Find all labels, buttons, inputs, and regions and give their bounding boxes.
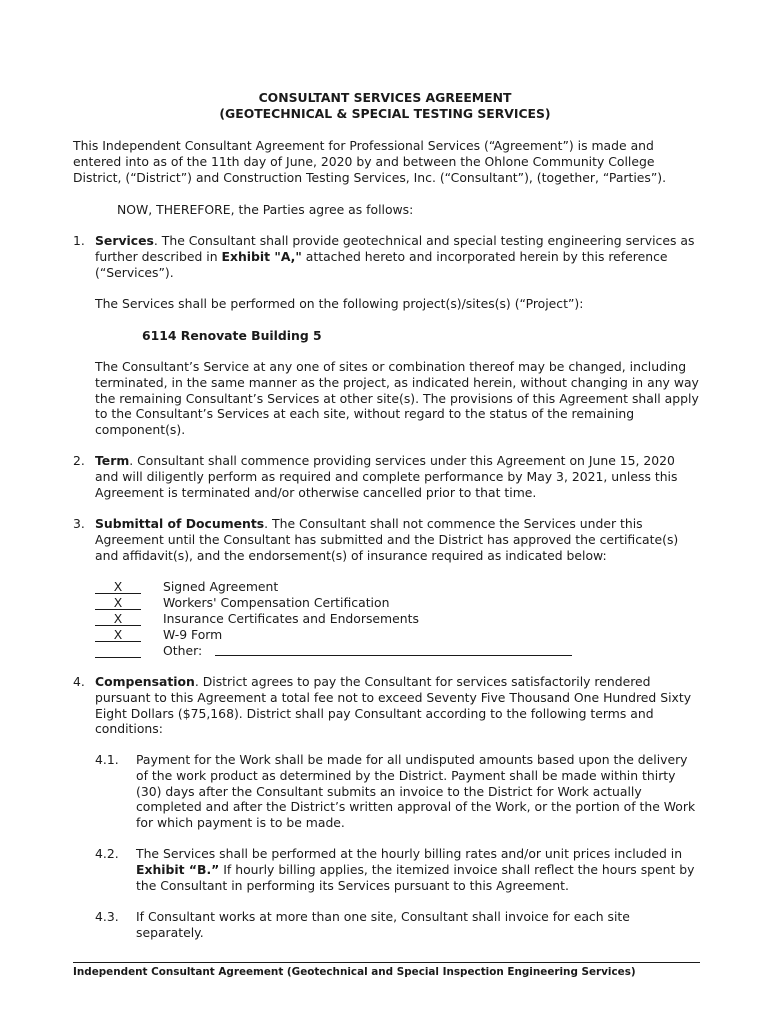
subsection-4-2-paragraph: [136, 846, 696, 893]
checklist-label: Workers' Compensation Certification: [163, 595, 390, 610]
subsection-4-2-number: 4.2.: [95, 846, 119, 861]
page-footer: Independent Consultant Agreement (Geotechnical and Special Inspection Engineering Services): [73, 966, 636, 978]
intro-paragraph: This Independent Consultant Agreement for Professional Services (“Agreement”) is made and entered into as of the 11th day of June, 2020 by and between the Ohlone Community College District, (“District”) and Construction Testing Services, Inc. (“Consultant”), (together, “Parties”).: [73, 138, 667, 185]
now-therefore-line: NOW, THEREFORE, the Parties agree as follows:: [117, 202, 414, 217]
section-1-number: 1.: [73, 233, 85, 248]
project-name: [142, 328, 322, 344]
project-intro: The Services shall be performed on the following project(s)/sites(s) (“Project”):: [95, 296, 584, 311]
section-2-text: . Consultant shall commence providing services under this Agreement on June 15, 2020 and will diligently perform as required and complete performance by May 3, 2021, unless this Agreement is terminated and/or otherwise cancelled prior to that time.: [95, 453, 678, 500]
section-3-heading: Submittal of Documents: [95, 516, 265, 531]
section-3-number: 3.: [73, 516, 85, 531]
section-4-heading: Compensation: [95, 674, 195, 689]
subsection-4-1-paragraph: Payment for the Work shall be made for all undisputed amounts based upon the delivery of the work product as determined by the District. Payment shall be made within thirty (30) days after the Consultant submits an invoice to the District for Work actually completed and after the District’s written approval of the Work, or the portion of the Work for which payment is to be made.: [136, 752, 696, 831]
section-1-text-b: attached hereto and incorporated herein by this reference (“Services”).: [95, 248, 668, 280]
document-subtitle: (GEOTECHNICAL & SPECIAL TESTING SERVICES): [219, 106, 551, 121]
section-2-number: 2.: [73, 453, 85, 468]
section-2-paragraph: [95, 453, 700, 500]
exhibit-b-reference: Exhibit “B.”: [136, 861, 220, 877]
checklist-mark: X: [95, 627, 141, 642]
subsection-4-3-number: 4.3.: [95, 909, 119, 924]
checklist-mark: X: [95, 579, 141, 594]
section-1-text-a: . The Consultant shall provide geotechnical and special testing engineering services as further described in: [95, 233, 695, 264]
section-4-paragraph: [95, 674, 700, 737]
subsection-4-2-text-b: If hourly billing applies, the itemized invoice shall reflect the hours spent by the Consultant in performing its Services pursuant to this Agreement.: [136, 861, 695, 893]
checklist-mark: [95, 643, 141, 658]
checklist-label: Insurance Certificates and Endorsements: [163, 611, 419, 626]
checklist-label: Other:: [163, 643, 203, 658]
section-1-paragraph: [95, 233, 700, 280]
section-4-number: 4.: [73, 674, 85, 689]
exhibit-a-reference: Exhibit "A,": [221, 248, 302, 264]
footer-divider: [73, 962, 700, 963]
subsection-4-2-text-a: The Services shall be performed at the hourly billing rates and/or unit prices included in: [136, 846, 683, 861]
section-4-text: . District agrees to pay the Consultant for services satisfactorily rendered pursuant to this Agreement a total fee not to exceed Seventy Five Thousand One Hundred Sixty Eight Dollars ($75,168). District shall pay Consultant according to the following terms and conditions:: [95, 674, 692, 737]
other-blank-line: [215, 655, 572, 656]
section-2-heading: Term: [95, 453, 130, 468]
site-change-paragraph: The Consultant’s Service at any one of sites or combination thereof may be changed, including terminated, in the same manner as the project, as indicated herein, without changing in any way the remaining Consultant’s Services at other site(s). The provisions of this Agreement shall apply to the Consultant’s Services at each site, without regard to the status of the remaining component(s).: [95, 359, 699, 438]
checklist-label: W-9 Form: [163, 627, 223, 642]
section-3-text: . The Consultant shall not commence the Services under this Agreement until the Consultant has submitted and the District has approved the certificate(s) and affidavit(s), and the endorsement(s) of insurance required as indicated below:: [95, 516, 679, 563]
section-1-heading: Services: [95, 233, 154, 248]
project-name-text: 6114 Renovate Building 5: [142, 328, 322, 343]
subsection-4-1-number: 4.1.: [95, 752, 119, 767]
checklist-label: Signed Agreement: [163, 579, 279, 594]
subsection-4-3-paragraph: If Consultant works at more than one site, Consultant shall invoice for each site separately.: [136, 909, 630, 940]
section-3-paragraph: [95, 516, 700, 563]
document-title: CONSULTANT SERVICES AGREEMENT: [258, 90, 512, 105]
checklist-mark: X: [95, 595, 141, 610]
checklist-mark: X: [95, 611, 141, 626]
